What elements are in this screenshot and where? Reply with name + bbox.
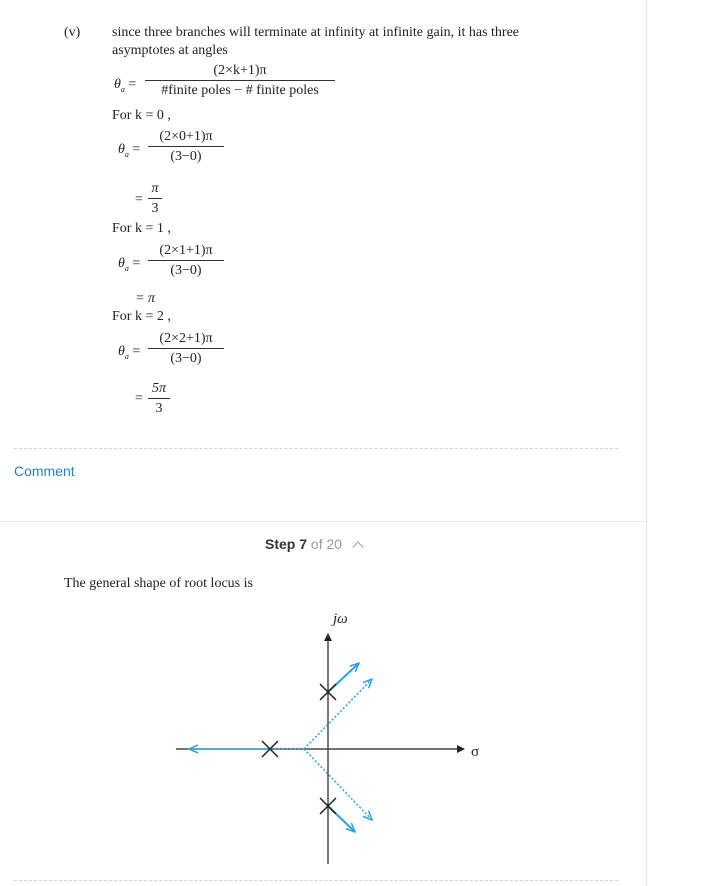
case-k1-result: = π [135, 291, 155, 306]
case-k0-fraction [148, 128, 224, 165]
case-k2-numerator: (2×2+1)π [159, 331, 213, 346]
asymptote-lower [304, 749, 372, 820]
case-k2-result-den: 3 [155, 401, 163, 416]
general-formula-fraction [145, 62, 335, 99]
formula-numerator: (2×k+1)π [213, 63, 267, 78]
asymptote-upper [304, 679, 372, 749]
case-k2-result [148, 380, 170, 417]
case-k0-equals: = [135, 192, 143, 207]
case-k0-result-den: 3 [151, 201, 159, 216]
explanation-line-2: asymptotes at angles [112, 43, 228, 58]
case-k2-fraction [148, 330, 224, 367]
explanation-line-1: since three branches will terminate at infinity at infinite gain, it has three [112, 25, 520, 40]
step-current: Step 7 [265, 536, 308, 552]
part-label: (v) [64, 25, 81, 40]
case-k2-denominator: (3−0) [170, 351, 202, 366]
step-divider [0, 521, 646, 522]
formula-denominator: #finite poles − # finite poles [161, 83, 319, 98]
case-k1-label: For k = 1 , [112, 221, 171, 236]
case-k1-denominator: (3−0) [170, 263, 202, 278]
step-total: of 20 [310, 536, 343, 552]
case-k0-lhs: $\theta_a$ = [118, 142, 141, 159]
formula-lhs: $\theta_a$ = [114, 77, 137, 94]
case-k1-numerator: (2×1+1)π [159, 243, 213, 258]
case-k0-denominator: (3−0) [170, 149, 202, 164]
x-axis-label: σ [471, 744, 480, 760]
bottom-divider [14, 880, 618, 881]
y-axis-label: jω [333, 611, 348, 627]
case-k2-result-num: 5π [151, 381, 166, 396]
case-k1-lhs: $\theta_a$ = [118, 256, 141, 273]
case-k0-numerator: (2×0+1)π [159, 129, 213, 144]
case-k0-result-num: π [151, 181, 159, 196]
case-k1-fraction [148, 242, 224, 279]
section-divider [14, 448, 618, 449]
chevron-up-icon[interactable] [352, 541, 363, 552]
step-header[interactable] [265, 536, 362, 552]
root-locus-diagram [0, 600, 703, 870]
case-k0-result [148, 180, 162, 217]
comment-link[interactable]: Comment [14, 463, 75, 479]
step7-text: The general shape of root locus is [64, 576, 253, 591]
case-k0-label: For k = 0 , [112, 108, 171, 123]
case-k2-label: For k = 2 , [112, 309, 171, 324]
case-k2-lhs: $\theta_a$ = [118, 344, 141, 361]
case-k2-equals: = [135, 391, 143, 406]
